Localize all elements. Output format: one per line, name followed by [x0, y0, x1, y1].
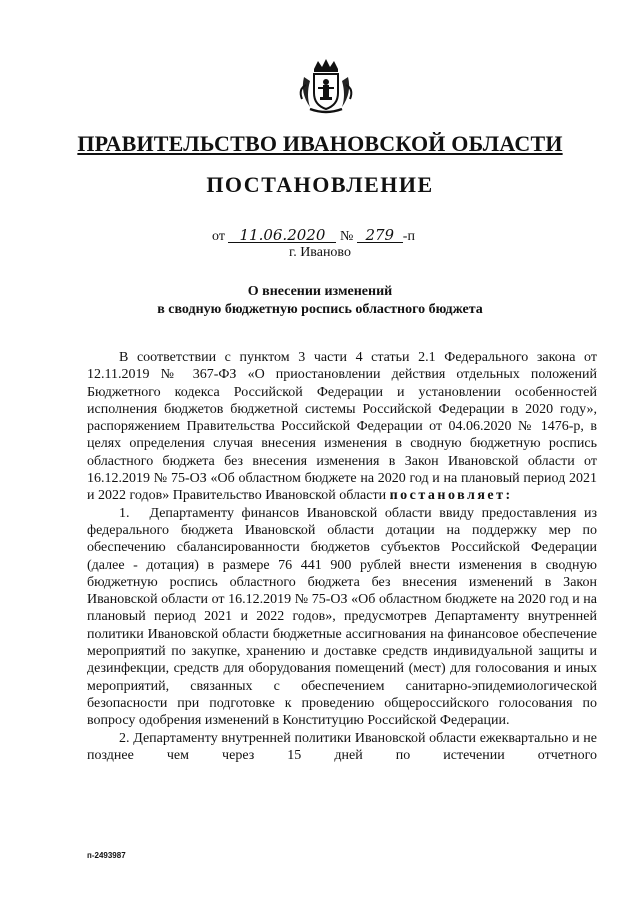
preamble-text: В соответствии с пунктом 3 части 4 статьи 2.1 Федерального закона от 12.11.2019 № 367-ФЗ «О приостановлении действия отдельных положений Бюджетного кодекса Российской Федерации и установлении особенностей исполнения бюджетов бюджетной системы Российской Федерации в 2020 году», распоряжением Правительства Российской Федерации от 04.06.2020 № 1476-р, в целях определения случая внесения изменения в сводную бюджетную роспись областного бюджета без внесения изменения в Закон Ивановской области от 16.12.2019 № 75-ОЗ «Об областном бюджете на 2020 год и на плановый период 2021 и 2022 годов» Правительство Ивановской области: [87, 350, 597, 504]
item-2-number: 2.: [119, 730, 130, 746]
organization-title: ПРАВИТЕЛЬСТВО ИВАНОВСКОЙ ОБЛАСТИ: [77, 131, 563, 156]
document-code: п-2493987: [87, 851, 126, 860]
document-body: [87, 349, 597, 764]
item-1-number: 1.: [119, 505, 130, 521]
date-prefix: от: [212, 229, 225, 244]
document-requisites: [212, 228, 415, 245]
item-1-paragraph: [87, 505, 597, 730]
item-1-text: Департаменту финансов Ивановской области ввиду предоставления из федерального бюджета Ивановской области дотации на поддержку мер по обеспечению сбалансированности бюджетов субъектов Российской Федерации (далее - дотация) в размере 76 441 900 рублей внести изменения в сводную бюджетную роспись областного бюджета без внесения изменений в Закон Ивановской области от 16.12.2019 № 75-ОЗ «Об областном бюджете на 2020 год и на плановый период 2021 и 2022 годов», предусмотрев Департаменту внутренней политики Ивановской области бюджетные ассигнования на финансовое обеспечение мероприятий по закупке, хранению и доставке средств индивидуальной защиты и дезинфекции, средств для оборудования помещений (мест) для голосования и иных мероприятий, связанных с обеспечением санитарно-эпидемиологической безопасности при подготовке к проведению общероссийского голосования по вопросу одобрения изменений в Конституцию Российской Федерации.: [87, 505, 597, 729]
item-2-paragraph: [87, 730, 597, 765]
subject-line-2: в сводную бюджетную роспись областного бюджета: [157, 302, 483, 317]
item-2-text: Департаменту внутренней политики Ивановской области ежеквартально и не позднее чем через 15 дней по истечении отчетного: [87, 730, 598, 763]
handwritten-date: 11.06.2020: [228, 228, 336, 243]
preamble-paragraph: [87, 349, 597, 505]
number-suffix: -п: [402, 229, 415, 244]
document-subject: [0, 283, 640, 319]
number-sign: №: [339, 229, 354, 244]
resolves-word: постановляет:: [389, 488, 513, 504]
subject-line-1: О внесении изменений: [247, 284, 393, 299]
handwritten-number: 279: [357, 228, 403, 243]
city-name: г. Иваново: [289, 245, 351, 260]
coat-of-arms-icon: [296, 55, 356, 115]
document-type: ПОСТАНОВЛЕНИЕ: [206, 172, 434, 197]
